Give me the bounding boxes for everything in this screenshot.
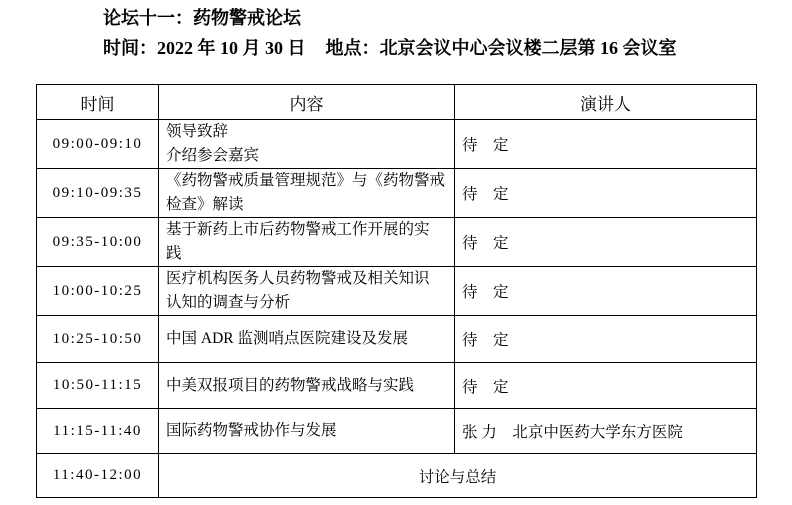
forum-venue: 地点：北京会议中心会议楼二层第 16 会议室 [325,38,677,58]
time-cell: 09:10-09:35 [37,169,159,218]
speaker-cell: 待 定 [455,120,757,169]
summary-cell: 讨论与总结 [159,454,757,498]
content-line: 领导致辞 [166,123,229,140]
content-cell [159,409,455,454]
time-cell: 10:25-10:50 [37,316,159,363]
header-speaker: 演讲人 [455,85,757,120]
content-line: 《药物警戒质量管理规范》与《药物警戒 [166,172,446,189]
content-line: 医疗机构医务人员药物警戒及相关知识 [166,270,430,287]
speaker-cell: 待 定 [455,169,757,218]
speaker-cell: 待 定 [455,267,757,316]
speaker-cell: 张 力 北京中医药大学东方医院 [455,409,757,454]
content-cell [159,120,455,169]
content-line: 检查》解读 [166,196,244,213]
content-cell [159,267,455,316]
speaker-cell: 待 定 [455,316,757,363]
content-cell [159,316,455,363]
content-cell [159,218,455,267]
content-cell [159,363,455,409]
time-cell: 11:40-12:00 [37,454,159,498]
header-time: 时间 [37,85,159,120]
content-cell [159,169,455,218]
content-line: 中美双报项目的药物警戒战略与实践 [166,376,415,394]
content-line: 践 [166,245,182,262]
content-line: 国际药物警戒协作与发展 [166,422,337,439]
time-cell: 09:35-10:00 [37,218,159,267]
content-line: 介绍参会嘉宾 [166,147,260,164]
forum-time: 时间：2022 年 10 月 30 日 [103,38,306,58]
time-cell: 11:15-11:40 [37,409,159,454]
speaker-cell: 待 定 [455,218,757,267]
schedule-table [36,84,757,498]
time-cell: 10:00-10:25 [37,267,159,316]
forum-title: 论坛十一：药物警戒论坛 [103,8,301,28]
forum-info-line [103,36,677,60]
header-content: 内容 [159,85,455,120]
content-line: 基于新药上市后药物警戒工作开展的实 [166,221,430,238]
content-line: 中国 ADR 监测哨点医院建设及发展 [166,330,408,347]
speaker-cell: 待 定 [455,363,757,409]
time-cell: 10:50-11:15 [37,363,159,409]
time-cell: 09:00-09:10 [37,120,159,169]
content-line: 认知的调查与分析 [166,294,291,311]
